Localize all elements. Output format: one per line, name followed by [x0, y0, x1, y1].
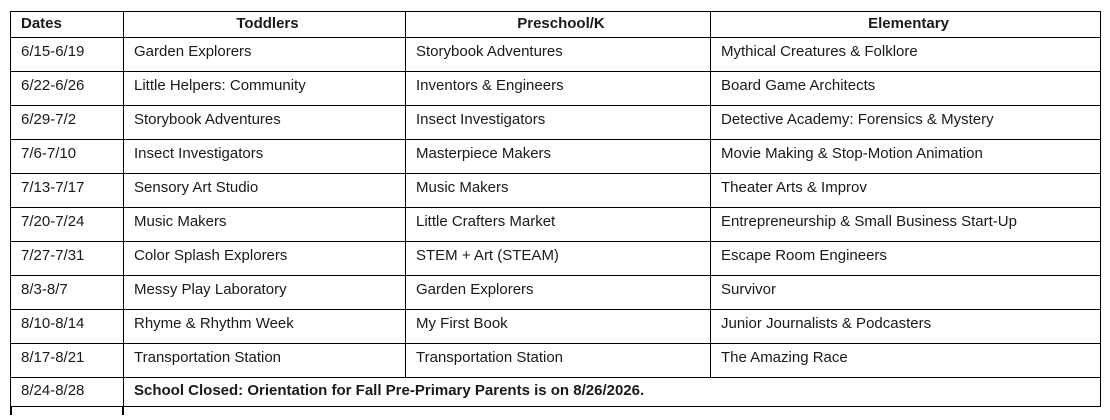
- preschool-cell: Masterpiece Makers: [406, 140, 711, 174]
- dates-cell: 7/6-7/10: [11, 140, 124, 174]
- preschool-cell: Music Makers: [406, 174, 711, 208]
- cutoff-next-row: [10, 407, 1100, 416]
- table-row: [11, 106, 1101, 140]
- table-row: [11, 72, 1101, 106]
- header-row: [11, 12, 1101, 38]
- toddlers-cell: Insect Investigators: [124, 140, 406, 174]
- table-row: [11, 276, 1101, 310]
- elementary-cell: Detective Academy: Forensics & Mystery: [711, 106, 1101, 140]
- toddlers-cell: Sensory Art Studio: [124, 174, 406, 208]
- preschool-cell: Insect Investigators: [406, 106, 711, 140]
- toddlers-cell: Garden Explorers: [124, 38, 406, 72]
- elementary-cell: Survivor: [711, 276, 1101, 310]
- preschool-cell: Transportation Station: [406, 344, 711, 378]
- table-row: [11, 38, 1101, 72]
- column-header-dates: Dates: [11, 12, 124, 38]
- column-header-elementary: Elementary: [711, 12, 1101, 38]
- preschool-cell: Little Crafters Market: [406, 208, 711, 242]
- column-header-toddlers: Toddlers: [124, 12, 406, 38]
- dates-cell: 8/10-8/14: [11, 310, 124, 344]
- table-row: [11, 208, 1101, 242]
- dates-cell: 6/29-7/2: [11, 106, 124, 140]
- dates-cell: 8/17-8/21: [11, 344, 124, 378]
- summer-camp-schedule-table: [10, 11, 1101, 407]
- dates-cell: 8/3-8/7: [11, 276, 124, 310]
- elementary-cell: Mythical Creatures & Folklore: [711, 38, 1101, 72]
- preschool-cell: My First Book: [406, 310, 711, 344]
- toddlers-cell: Little Helpers: Community: [124, 72, 406, 106]
- preschool-cell: STEM + Art (STEAM): [406, 242, 711, 276]
- column-header-preschool-k: Preschool/K: [406, 12, 711, 38]
- cutoff-left-border: [10, 407, 12, 415]
- cutoff-column-divider: [122, 407, 124, 415]
- elementary-cell: Board Game Architects: [711, 72, 1101, 106]
- elementary-cell: The Amazing Race: [711, 344, 1101, 378]
- elementary-cell: Movie Making & Stop-Motion Animation: [711, 140, 1101, 174]
- camp-schedule: [10, 11, 1100, 416]
- toddlers-cell: Storybook Adventures: [124, 106, 406, 140]
- elementary-cell: Escape Room Engineers: [711, 242, 1101, 276]
- dates-cell: 7/13-7/17: [11, 174, 124, 208]
- table-row: [11, 242, 1101, 276]
- dates-cell: 6/22-6/26: [11, 72, 124, 106]
- table-row: [11, 344, 1101, 378]
- dates-cell: 6/15-6/19: [11, 38, 124, 72]
- toddlers-cell: Music Makers: [124, 208, 406, 242]
- dates-cell: 7/20-7/24: [11, 208, 124, 242]
- toddlers-cell: Color Splash Explorers: [124, 242, 406, 276]
- preschool-cell: Inventors & Engineers: [406, 72, 711, 106]
- school-closed-note: School Closed: Orientation for Fall Pre-Primary Parents is on 8/26/2026.: [124, 378, 1101, 407]
- table-row: [11, 310, 1101, 344]
- preschool-cell: Storybook Adventures: [406, 38, 711, 72]
- elementary-cell: Entrepreneurship & Small Business Start-Up: [711, 208, 1101, 242]
- elementary-cell: Junior Journalists & Podcasters: [711, 310, 1101, 344]
- toddlers-cell: Messy Play Laboratory: [124, 276, 406, 310]
- toddlers-cell: Rhyme & Rhythm Week: [124, 310, 406, 344]
- preschool-cell: Garden Explorers: [406, 276, 711, 310]
- elementary-cell: Theater Arts & Improv: [711, 174, 1101, 208]
- table-row: [11, 174, 1101, 208]
- school-closed-row: [11, 378, 1101, 407]
- table-row: [11, 140, 1101, 174]
- toddlers-cell: Transportation Station: [124, 344, 406, 378]
- dates-cell: 7/27-7/31: [11, 242, 124, 276]
- dates-cell: 8/24-8/28: [11, 378, 124, 407]
